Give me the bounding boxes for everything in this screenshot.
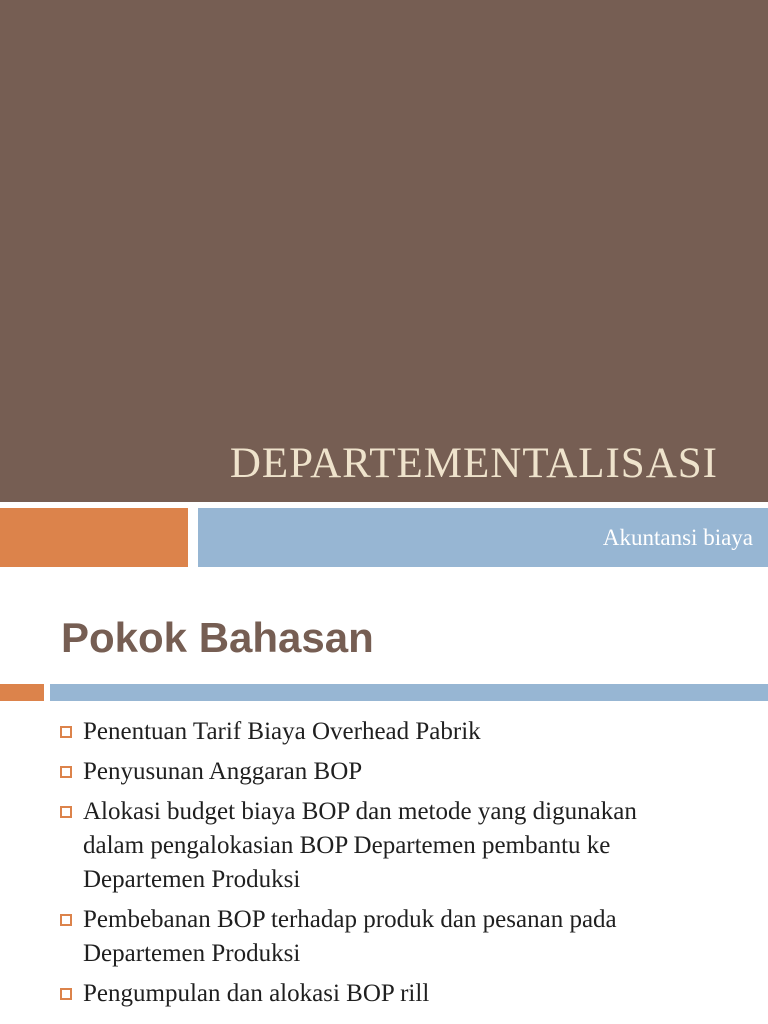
section-heading: Pokok Bahasan	[61, 614, 374, 661]
topic-list-item	[58, 977, 748, 1011]
slide-subtitle: Akuntansi biaya	[602, 525, 753, 550]
topic-text: Penyusunan Anggaran BOP	[83, 758, 363, 785]
topic-list-item	[58, 903, 748, 971]
title-background-band	[0, 0, 768, 502]
slide-title: DEPARTEMENTALISASI	[229, 440, 718, 487]
topic-list	[58, 715, 748, 1017]
topic-list-item	[58, 715, 748, 749]
topic-text: Penentuan Tarif Biaya Overhead Pabrik	[83, 718, 481, 745]
orange-accent-bar	[0, 508, 188, 567]
hollow-square-bullet-icon	[60, 726, 72, 738]
heading-blue-divider	[50, 684, 768, 701]
heading-orange-divider	[0, 684, 44, 701]
topic-text: Alokasi budget biaya BOP dan metode yang digunakan dalam pengalokasian BOP Departemen pembantu ke Departemen Produksi	[83, 798, 637, 893]
hollow-square-bullet-icon	[60, 988, 72, 1000]
topic-text: Pengumpulan dan alokasi BOP rill	[83, 980, 430, 1007]
topic-list-item	[58, 795, 748, 897]
hollow-square-bullet-icon	[60, 806, 72, 818]
hollow-square-bullet-icon	[60, 766, 72, 778]
hollow-square-bullet-icon	[60, 914, 72, 926]
topic-list-item	[58, 755, 748, 789]
topic-text: Pembebanan BOP terhadap produk dan pesanan pada Departemen Produksi	[83, 906, 617, 967]
